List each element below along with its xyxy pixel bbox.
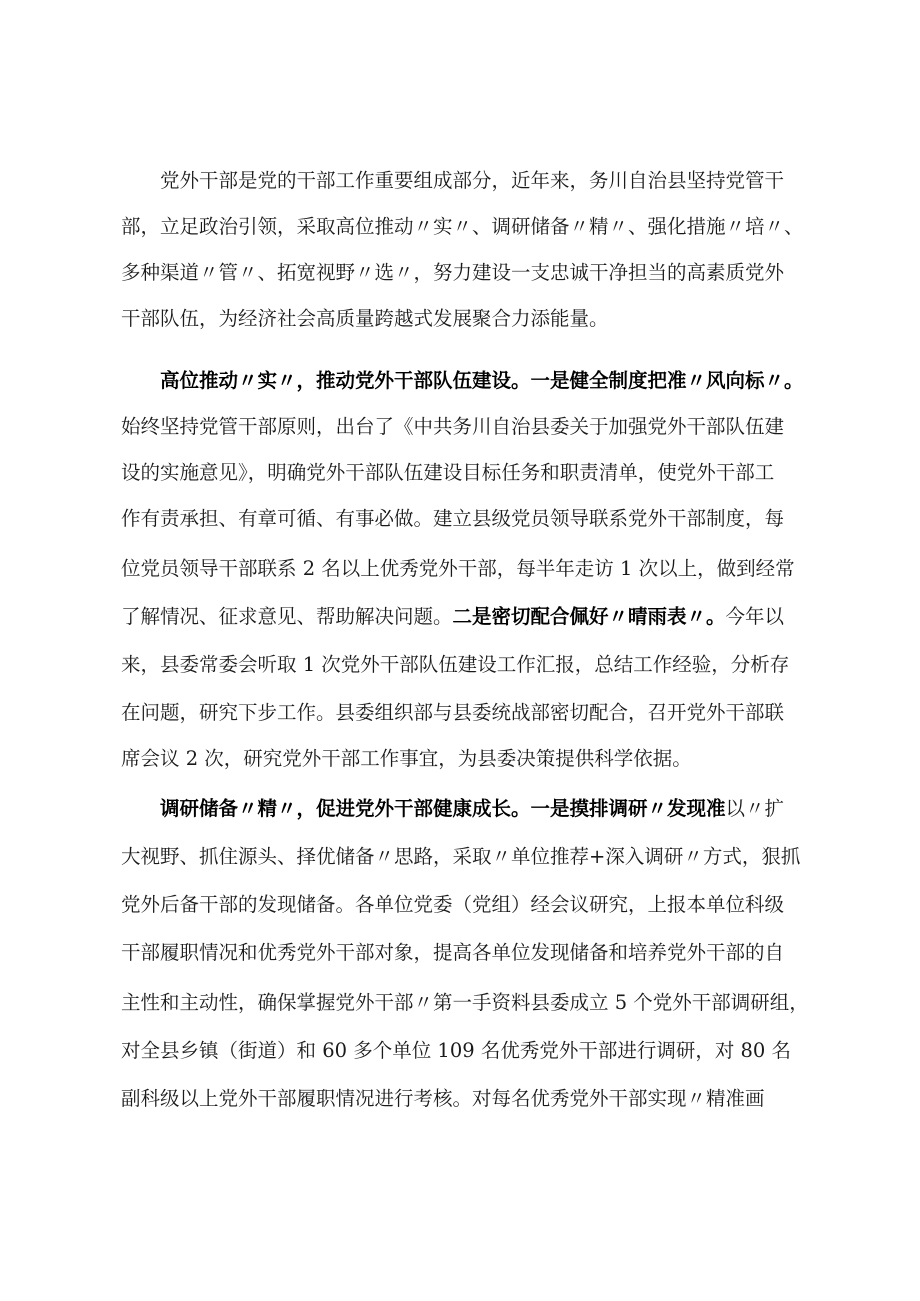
text-line: [121, 980, 841, 1026]
text-line: [121, 690, 841, 736]
text-line: [121, 1076, 841, 1122]
text-line: [121, 450, 841, 496]
text-segment: 今年以: [725, 605, 785, 628]
text-segment: 干部队伍，为经济社会高质量跨越式发展聚合力添能量。: [121, 307, 609, 330]
text-segment: 主性和主动性，确保掌握党外干部〃第一手资料县委成立 5 个党外干部调研组，: [121, 991, 809, 1014]
text-segment: 始终坚持党管干部原则，出台了《中共务川自治县委关于加强党外干部队伍建: [121, 415, 785, 438]
text-segment: 部，立足政治引领，采取高位推动〃实〃、调研储备〃精〃、强化措施〃培〃、: [121, 215, 804, 238]
text-segment: 设的实施意见》，明确党外干部队伍建设目标任务和职责清单，使党外干部工: [121, 461, 775, 484]
text-segment: 干部履职情况和优秀党外干部对象，提高各单位发现储备和培养党外干部的自: [121, 941, 785, 964]
text-segment: 在问题，研究下步工作。县委组织部与县委统战部密切配合，召开党外干部联: [121, 701, 785, 724]
text-line: [160, 158, 840, 204]
text-segment: 对全县乡镇（街道）和 60 多个单位 109 名优秀党外干部进行调研，对 80 名: [121, 1039, 792, 1062]
text-segment: 了解情况、征求意见、帮助解决问题。: [121, 605, 453, 628]
text-segment: 席会议 2 次，研究党外干部工作事宜，为县委决策提供科学依据。: [121, 747, 692, 770]
text-segment: 大视野、抓住源头、择优储备〃思路，采取〃单位推荐+深入调研〃方式，狠抓: [121, 845, 801, 868]
text-line: [121, 882, 841, 928]
text-line: [121, 834, 841, 880]
text-line: [121, 496, 841, 542]
text-line: [121, 594, 841, 640]
text-segment: 来，县委常委会听取 1 次党外干部队伍建设工作汇报，总结工作经验，分析存: [121, 653, 790, 676]
text-line: [121, 642, 841, 688]
text-segment: 副科级以上党外干部履职情况进行考核。对每名优秀党外干部实现〃精准画: [121, 1087, 765, 1110]
text-segment: 党外干部是党的干部工作重要组成部分，近年来，务川自治县坚持党管干: [160, 169, 785, 192]
bold-text-segment: 调研储备〃精〃，促进党外干部健康成长。一是摸排调研〃发现准: [160, 797, 726, 820]
text-segment: 以〃扩: [725, 797, 785, 820]
text-line: [121, 404, 841, 450]
text-segment: 位党员领导干部联系 2 名以上优秀党外干部，每半年走访 1 次以上，做到经常: [121, 557, 795, 580]
text-line: [121, 204, 841, 250]
text-segment: 党外后备干部的发现储备。各单位党委（党组）经会议研究，上报本单位科级: [121, 893, 785, 916]
text-line: [121, 736, 841, 782]
text-line: [121, 1028, 841, 1074]
text-line: [121, 930, 841, 976]
text-line: [121, 296, 841, 342]
text-line: [160, 358, 840, 404]
bold-text-segment: 高位推动〃实〃，推动党外干部队伍建设。一是健全制度把准〃风向标〃。: [160, 369, 804, 392]
text-segment: 作有责承担、有章可循、有事必做。建立县级党员领导联系党外干部制度，每: [121, 507, 785, 530]
text-line: [160, 786, 840, 832]
text-line: [121, 250, 841, 296]
text-line: [121, 546, 841, 592]
bold-text-segment: 二是密切配合佩好〃晴雨表〃。: [452, 605, 726, 628]
text-segment: 多种渠道〃管〃、拓宽视野〃选〃，努力建设一支忠诚干净担当的高素质党外: [121, 261, 785, 284]
